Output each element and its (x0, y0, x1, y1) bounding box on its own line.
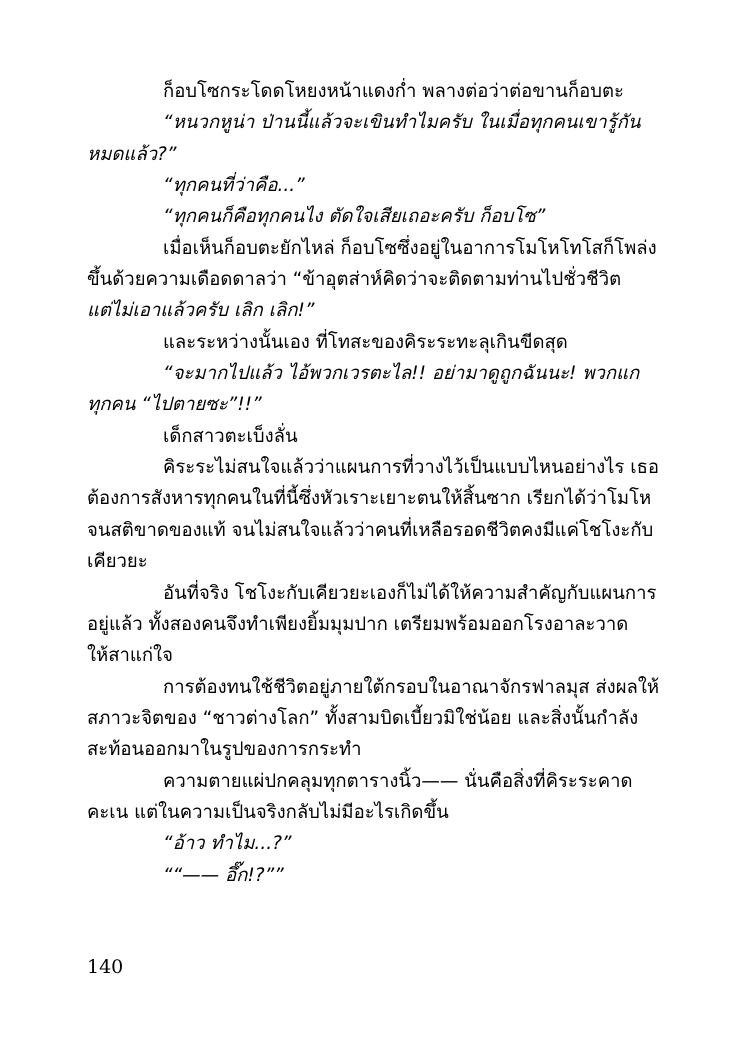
text-line: “หนวกหูน่า ป่านนี้แล้วจะเขินทำไมครับ ในเมื่อทุกคนเขารู้กัน (163, 112, 641, 134)
text-line: “ทุกคนที่ว่าคือ...” (163, 175, 305, 197)
text-line: ขึ้นด้วยความเดือดดาลว่า “ข้าอุตส่าห์คิดว่าจะติดตามท่านไปชั่วชีวิต (87, 269, 622, 291)
text-line: ทุกคน “ไปตายซะ”!!” (87, 394, 262, 416)
text-line: เด็กสาวตะเบ็งลั่น (163, 425, 298, 447)
text-line: “อ้าว ทำไม...?” (163, 833, 292, 855)
text-line: แต่ไม่เอาแล้วครับ เลิก เลิก!” (87, 300, 315, 322)
text-line: เคียวยะ (87, 551, 148, 573)
text-line: ““—— อึ๊ก!?”” (163, 864, 284, 886)
text-line: คิระระไม่สนใจแล้วว่าแผนการที่วางไว้เป็นแบบไหนอย่างไร เธอ (163, 457, 659, 479)
body-text (87, 76, 660, 891)
text-line: สภาวะจิตของ “ชาวต่างโลก” ทั้งสามบิดเบี้ยวมิใช่น้อย และสิ่งนั้นกำลัง (87, 707, 639, 729)
text-line: “ทุกคนก็คือทุกคนไง ตัดใจเสียเถอะครับ ก็อบโซ” (163, 206, 546, 228)
text-line: ความตายแผ่ปกคลุมทุกตารางนิ้ว—— นั่นคือสิ่งที่คิระระคาด (163, 770, 633, 792)
text-line: ต้องการสังหารทุกคนในที่นี้ซึ่งหัวเราะเยาะตนให้สิ้นซาก เรียกได้ว่าโมโห (87, 488, 652, 510)
text-line: เมื่อเห็นก็อบตะยักไหล่ ก็อบโซซึ่งอยู่ในอาการโมโหโทโสก็โพล่ง (163, 237, 657, 259)
text-line: สะท้อนออกมาในรูปของการกระทำ (87, 739, 362, 761)
text-line: และระหว่างนั้นเอง ที่โทสะของคิระระทะลุเกินขีดสุด (163, 331, 568, 353)
text-line: คะเน แต่ในความเป็นจริงกลับไม่มีอะไรเกิดขึ้น (87, 801, 449, 823)
text-line: ก็อบโซกระโดดโหยงหน้าแดงก่ำ พลางต่อว่าต่อขานก็อบตะ (163, 81, 624, 102)
text-line: หมดแล้ว?” (87, 143, 177, 165)
text-line: ให้สาแก่ใจ (87, 645, 173, 667)
text-line: “จะมากไปแล้ว ไอ้พวกเวรตะไล!! อย่ามาดูถูกฉันนะ! พวกแก (163, 363, 640, 385)
page-number: 140 (87, 956, 124, 978)
text-line: อยู่แล้ว ทั้งสองคนจึงทำเพียงยิ้มมุมปาก เตรียมพร้อมออกโรงอาละวาด (87, 613, 629, 635)
text-line: จนสติขาดของแท้ จนไม่สนใจแล้วว่าคนที่เหลือรอดชีวิตคงมีแค่โชโงะกับ (87, 519, 654, 541)
text-line: อันที่จริง โชโงะกับเคียวยะเองก็ไม่ได้ให้ความสำคัญกับแผนการ (163, 582, 657, 604)
text-line: การต้องทนใช้ชีวิตอยู่ภายใต้กรอบในอาณาจักรฟาลมุส ส่งผลให้ (163, 676, 660, 698)
